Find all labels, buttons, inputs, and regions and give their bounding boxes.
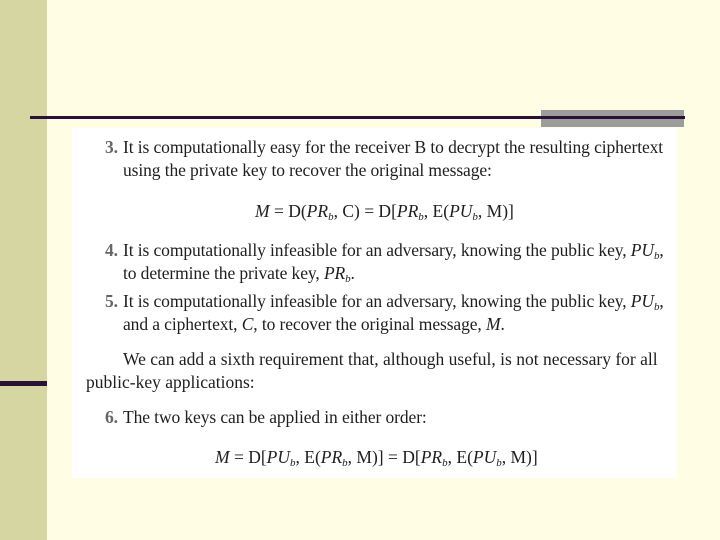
equation-either-order: $M = D[PU_b$, $E(PR_b$, $M)] = D[PR_b$, $E(PU_b$, M)] <box>215 447 538 469</box>
sixth-requirement-paragraph: We can add a sixth requirement that, although useful, is not necessary for all public-key applications: <box>86 349 658 392</box>
list-item-4 <box>105 239 671 285</box>
item-number: 5. <box>105 291 118 311</box>
item-text: It is computationally infeasible for an adversary, knowing the public key, $PU_b$, and a ciphertext, C, to recover the original message, M. <box>123 291 664 334</box>
list-item-3 <box>105 136 671 182</box>
slide-content-image <box>72 128 677 478</box>
item-text: It is computationally easy for the receiver B to decrypt the resulting ciphertext using the private key to recover the original message: <box>123 137 664 180</box>
item-number: 4. <box>105 240 118 260</box>
list-item-6 <box>105 406 671 429</box>
item-number: 3. <box>105 137 118 157</box>
equation-decrypt: $M = D(PR_b$, $C) = D[PR_b$, $E(PU_b$, M)] <box>255 201 514 223</box>
item-text: It is computationally infeasible for an adversary, knowing the public key, $PU_b$, to determine the private key, $PR_b$. <box>123 240 664 285</box>
list-item-5 <box>105 290 671 336</box>
item-number: 6. <box>105 407 118 427</box>
decorative-grey-block <box>541 110 684 127</box>
left-bar-accent <box>0 381 47 386</box>
left-decorative-bar <box>0 0 47 540</box>
item-text: The two keys can be applied in either order: <box>123 407 427 427</box>
